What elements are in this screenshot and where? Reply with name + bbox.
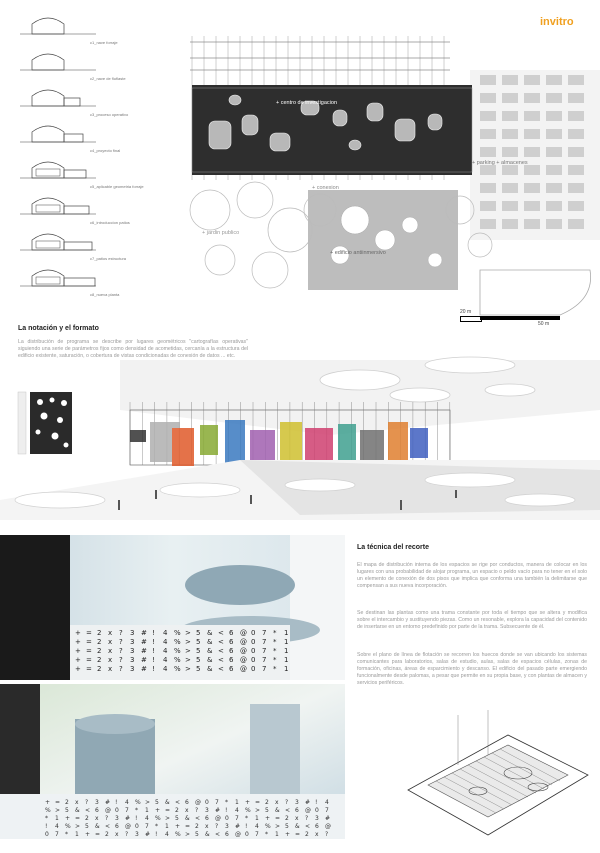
- svg-text:4: 4: [145, 815, 149, 822]
- svg-text:*: *: [273, 629, 277, 637]
- svg-text:0: 0: [115, 807, 119, 814]
- svg-text:2: 2: [97, 638, 102, 646]
- scale-start-label: 20 m: [460, 309, 472, 315]
- svg-text:?: ?: [85, 799, 89, 806]
- svg-text:%: %: [135, 799, 141, 806]
- svg-text:x: x: [275, 799, 279, 806]
- svg-text:#: #: [141, 638, 147, 646]
- svg-text:x: x: [205, 823, 209, 830]
- svg-text:=: =: [86, 647, 92, 655]
- svg-text:<: <: [285, 807, 291, 814]
- evolution-step-label: c2_nave de fluflaste: [90, 76, 126, 81]
- svg-text:?: ?: [119, 638, 123, 646]
- evolution-step-label: c6_introduccion patios: [90, 220, 130, 225]
- svg-text:!: !: [152, 656, 155, 664]
- svg-text:6: 6: [295, 807, 299, 814]
- svg-text:#: #: [105, 799, 111, 806]
- svg-text:!: !: [155, 831, 158, 838]
- evolution-diagrams: [10, 10, 170, 310]
- svg-text:@: @: [105, 807, 111, 814]
- svg-text:@: @: [195, 799, 201, 806]
- svg-text:&: &: [207, 647, 213, 655]
- plan-label-garden: + jardin publico: [202, 230, 240, 236]
- svg-text:7: 7: [325, 807, 329, 814]
- svg-text:x: x: [75, 799, 79, 806]
- svg-text:1: 1: [235, 799, 239, 806]
- svg-text:*: *: [265, 831, 268, 838]
- svg-text:&: &: [95, 823, 100, 830]
- svg-text:0: 0: [315, 807, 319, 814]
- svg-text:+: +: [155, 807, 161, 814]
- svg-text:*: *: [225, 799, 228, 806]
- svg-text:6: 6: [229, 638, 234, 646]
- svg-text:%: %: [245, 807, 251, 814]
- svg-text:3: 3: [205, 807, 209, 814]
- svg-text:2: 2: [105, 831, 109, 838]
- svg-text:<: <: [218, 647, 224, 655]
- svg-text:4: 4: [235, 807, 239, 814]
- svg-text:=: =: [185, 823, 191, 830]
- svg-text:7: 7: [255, 831, 259, 838]
- svg-text:2: 2: [97, 629, 102, 637]
- scale-bar: [460, 309, 560, 327]
- svg-text:>: >: [185, 665, 191, 673]
- svg-text:=: =: [55, 799, 61, 806]
- section-perspective: [0, 350, 600, 520]
- svg-text:<: <: [175, 799, 181, 806]
- svg-text:+: +: [75, 665, 81, 673]
- svg-text:%: %: [174, 656, 181, 664]
- svg-text:=: =: [255, 799, 261, 806]
- svg-text:5: 5: [85, 823, 89, 830]
- svg-text:1: 1: [284, 665, 289, 673]
- svg-text:*: *: [273, 656, 277, 664]
- svg-text:%: %: [65, 823, 71, 830]
- svg-text:5: 5: [155, 799, 159, 806]
- plan-label-parking: + parking + almacenes: [472, 160, 528, 166]
- svg-text:5: 5: [195, 831, 199, 838]
- svg-text:6: 6: [95, 807, 99, 814]
- svg-text:*: *: [245, 815, 248, 822]
- svg-text:@: @: [235, 831, 241, 838]
- svg-text:4: 4: [163, 629, 168, 637]
- svg-text:x: x: [108, 629, 113, 637]
- svg-text:+: +: [265, 815, 271, 822]
- svg-text:>: >: [145, 799, 151, 806]
- svg-text:5: 5: [175, 815, 179, 822]
- svg-text:=: =: [86, 656, 92, 664]
- evolution-diagram: [18, 190, 98, 220]
- svg-text:=: =: [275, 815, 281, 822]
- svg-text:0: 0: [205, 799, 209, 806]
- svg-text:4: 4: [325, 799, 329, 806]
- svg-text:1: 1: [75, 831, 79, 838]
- svg-text:<: <: [218, 665, 224, 673]
- svg-text:!: !: [45, 823, 48, 830]
- svg-text:?: ?: [325, 831, 329, 838]
- notation-title: La notación y el formato: [18, 325, 99, 332]
- svg-text:?: ?: [119, 665, 123, 673]
- svg-text:0: 0: [251, 629, 256, 637]
- svg-text:@: @: [125, 823, 131, 830]
- svg-text:0: 0: [251, 656, 256, 664]
- svg-text:>: >: [165, 815, 171, 822]
- svg-text:@: @: [240, 656, 247, 664]
- svg-text:!: !: [245, 823, 248, 830]
- evolution-step-label: c7_patios estructura: [90, 256, 127, 261]
- svg-text:&: &: [207, 665, 213, 673]
- svg-text:#: #: [215, 807, 221, 814]
- svg-text:x: x: [108, 656, 113, 664]
- svg-text:7: 7: [262, 647, 267, 655]
- svg-text:2: 2: [285, 815, 289, 822]
- plan-label-building: + edificio antiinmersivo: [330, 250, 386, 256]
- svg-text:7: 7: [145, 823, 149, 830]
- evolution-step-label: c1_nave forraje: [90, 40, 118, 45]
- svg-text:1: 1: [255, 815, 259, 822]
- svg-text:#: #: [141, 647, 147, 655]
- svg-text:6: 6: [229, 629, 234, 637]
- evolution-diagram: [18, 262, 98, 292]
- recorte-paragraph-2: Se destinan las plantas como una trama constante por toda el tiempo que se altera y modifica sobre el intercambio y sustituyendo piezas. Como un resonable, explora la capacidad del contenido de insertarse en un entorno predefinido por parte de la trama. Subsecuente de él.: [357, 610, 587, 630]
- svg-text:%: %: [175, 831, 181, 838]
- svg-text:&: &: [207, 638, 213, 646]
- svg-text:0: 0: [251, 638, 256, 646]
- svg-text:>: >: [185, 647, 191, 655]
- svg-text:>: >: [75, 823, 81, 830]
- svg-text:?: ?: [119, 647, 123, 655]
- svg-text:6: 6: [225, 831, 229, 838]
- svg-text:+: +: [245, 799, 251, 806]
- svg-text:?: ?: [119, 656, 123, 664]
- svg-text:7: 7: [235, 815, 239, 822]
- svg-text:1: 1: [145, 807, 149, 814]
- svg-text:+: +: [85, 831, 91, 838]
- svg-text:1: 1: [284, 656, 289, 664]
- svg-text:%: %: [155, 815, 161, 822]
- svg-text:+: +: [75, 656, 81, 664]
- svg-text:&: &: [207, 656, 213, 664]
- svg-text:<: <: [195, 815, 201, 822]
- svg-text:&: &: [185, 815, 190, 822]
- svg-text:1: 1: [55, 815, 59, 822]
- svg-text:0: 0: [251, 647, 256, 655]
- svg-text:#: #: [305, 799, 311, 806]
- svg-text:5: 5: [65, 807, 69, 814]
- svg-text:*: *: [273, 665, 277, 673]
- svg-text:x: x: [185, 807, 189, 814]
- svg-text:#: #: [141, 656, 147, 664]
- svg-text:1: 1: [284, 647, 289, 655]
- svg-text:2: 2: [65, 799, 69, 806]
- evolution-diagram: [18, 154, 98, 184]
- recorte-paragraph-3: Sobre el plano de línea de flotación se recorren los huecos donde se van ubicando los sistemas comunicantes para laboratorios, salas de estudio, aulas, salas de espacios células, zonas de formación, oficinas, áreas de esparcimiento y descanso. El edificio del pasado parte emergiendo funcionalmente desde palomas, a pesar que permite en su propia base, y con plantas de almacen y servicios periféricos.: [357, 652, 587, 686]
- svg-text:5: 5: [196, 647, 201, 655]
- svg-text:?: ?: [215, 823, 219, 830]
- svg-text:*: *: [273, 647, 277, 655]
- svg-text:@: @: [240, 665, 247, 673]
- svg-text:>: >: [275, 823, 281, 830]
- svg-text:2: 2: [195, 823, 199, 830]
- svg-text:+: +: [45, 799, 51, 806]
- svg-text:%: %: [174, 638, 181, 646]
- svg-text:%: %: [174, 629, 181, 637]
- recorte-title: La técnica del recorte: [357, 544, 429, 551]
- svg-text:<: <: [305, 823, 311, 830]
- svg-text:3: 3: [95, 799, 99, 806]
- svg-text:@: @: [240, 629, 247, 637]
- svg-text:2: 2: [97, 665, 102, 673]
- svg-text:7: 7: [262, 656, 267, 664]
- svg-text:7: 7: [262, 665, 267, 673]
- svg-text:1: 1: [275, 831, 279, 838]
- svg-text:4: 4: [125, 799, 129, 806]
- svg-text:4: 4: [163, 656, 168, 664]
- svg-text:=: =: [86, 629, 92, 637]
- svg-text:x: x: [295, 815, 299, 822]
- svg-text:4: 4: [165, 831, 169, 838]
- svg-text:1: 1: [165, 823, 169, 830]
- svg-text:x: x: [108, 638, 113, 646]
- svg-text:?: ?: [105, 815, 109, 822]
- svg-text:4: 4: [255, 823, 259, 830]
- svg-text:3: 3: [130, 647, 135, 655]
- svg-text:#: #: [325, 815, 331, 822]
- svg-text:5: 5: [196, 629, 201, 637]
- svg-text:<: <: [215, 831, 221, 838]
- svg-text:>: >: [55, 807, 61, 814]
- svg-text:5: 5: [285, 823, 289, 830]
- svg-text:*: *: [45, 815, 48, 822]
- interior-render-top: [0, 535, 345, 680]
- svg-text:7: 7: [262, 638, 267, 646]
- recorte-paragraph-1: El mapa de distribución interna de los espacios se rige por conductos, manera de colocar en los lugares con una probabilidad de alojar programa, un espacio o peldo vacío para no tener en el solo un elemento de conexión de dos pisos que implica que conforma una también la delimitarse que compensan a sus nueva incorporación.: [357, 562, 587, 589]
- svg-text:!: !: [315, 799, 318, 806]
- svg-text:+: +: [75, 629, 81, 637]
- svg-text:x: x: [115, 831, 119, 838]
- evolution-step-label: c4_proyecto final: [90, 148, 121, 153]
- svg-text:3: 3: [130, 656, 135, 664]
- svg-text:1: 1: [284, 638, 289, 646]
- svg-text:#: #: [125, 815, 131, 822]
- svg-text:6: 6: [229, 665, 234, 673]
- svg-text:&: &: [207, 629, 213, 637]
- svg-text:0: 0: [45, 831, 49, 838]
- svg-text:%: %: [174, 647, 181, 655]
- svg-text:@: @: [240, 647, 247, 655]
- svg-text:!: !: [115, 799, 118, 806]
- svg-text:1: 1: [284, 629, 289, 637]
- svg-text:0: 0: [225, 815, 229, 822]
- axonometric-drawing: [398, 695, 598, 845]
- svg-text:*: *: [135, 807, 138, 814]
- svg-text:!: !: [152, 629, 155, 637]
- svg-text:x: x: [95, 815, 99, 822]
- plan-label-research: + centro de investigacion: [276, 100, 337, 106]
- svg-text:7: 7: [55, 831, 59, 838]
- svg-text:=: =: [86, 665, 92, 673]
- svg-text:=: =: [295, 831, 301, 838]
- svg-text:6: 6: [115, 823, 119, 830]
- svg-text:>: >: [255, 807, 261, 814]
- evolution-step-label: c5_aplicable geometria forraje: [90, 184, 144, 189]
- plan-label-connection: + conexion: [312, 185, 339, 191]
- svg-text:=: =: [95, 831, 101, 838]
- svg-text:!: !: [152, 647, 155, 655]
- svg-text:0: 0: [135, 823, 139, 830]
- svg-text:2: 2: [305, 831, 309, 838]
- svg-text:#: #: [141, 665, 147, 673]
- svg-text:+: +: [75, 638, 81, 646]
- svg-text:<: <: [218, 638, 224, 646]
- svg-text:=: =: [86, 638, 92, 646]
- evolution-step-label: c8_nueva planta: [90, 292, 120, 297]
- svg-text:<: <: [105, 823, 111, 830]
- svg-text:3: 3: [295, 799, 299, 806]
- evolution-diagram: [18, 118, 98, 148]
- svg-text:*: *: [65, 831, 68, 838]
- brand-logo: invitro: [540, 16, 574, 28]
- svg-text:>: >: [185, 656, 191, 664]
- evolution-diagram: [18, 10, 98, 40]
- svg-text:#: #: [145, 831, 151, 838]
- svg-text:!: !: [225, 807, 228, 814]
- interior-render-bottom: [0, 684, 345, 839]
- svg-text:6: 6: [229, 647, 234, 655]
- svg-text:=: =: [75, 815, 81, 822]
- site-plan: [180, 30, 600, 320]
- evolution-diagram: [18, 82, 98, 112]
- svg-text:x: x: [315, 831, 319, 838]
- svg-text:?: ?: [285, 799, 289, 806]
- svg-text:5: 5: [196, 665, 201, 673]
- svg-text:2: 2: [265, 799, 269, 806]
- notation-text: La distribución de programa se describe por lugares geométricos "cartografías operativas" siguiendo una serie de parámetros fijos como densidad de acometidas, cercanía a la estructura del edificio existente, saturación, o cobertura de vistas condicionadas de conexión de datos ... etc.: [18, 339, 248, 359]
- svg-text:&: &: [75, 807, 80, 814]
- svg-text:7: 7: [262, 629, 267, 637]
- svg-text:5: 5: [196, 638, 201, 646]
- svg-text:!: !: [152, 638, 155, 646]
- svg-text:2: 2: [85, 815, 89, 822]
- svg-text:5: 5: [196, 656, 201, 664]
- svg-text:?: ?: [125, 831, 129, 838]
- svg-text:&: &: [165, 799, 170, 806]
- svg-text:&: &: [275, 807, 280, 814]
- svg-text:3: 3: [315, 815, 319, 822]
- svg-text:<: <: [218, 656, 224, 664]
- evolution-diagram: [18, 46, 98, 76]
- svg-text:>: >: [185, 638, 191, 646]
- scale-end-label: 50 m: [538, 321, 550, 327]
- svg-text:7: 7: [215, 799, 219, 806]
- svg-text:*: *: [155, 823, 158, 830]
- svg-text:<: <: [85, 807, 91, 814]
- svg-text:4: 4: [163, 665, 168, 673]
- svg-text:x: x: [108, 647, 113, 655]
- svg-text:=: =: [165, 807, 171, 814]
- svg-text:6: 6: [315, 823, 319, 830]
- svg-text:4: 4: [55, 823, 59, 830]
- evolution-diagram: [18, 226, 98, 256]
- svg-text:+: +: [175, 823, 181, 830]
- svg-text:>: >: [185, 831, 191, 838]
- svg-text:@: @: [240, 638, 247, 646]
- svg-text:&: &: [295, 823, 300, 830]
- svg-text:*: *: [273, 638, 277, 646]
- svg-text:6: 6: [229, 656, 234, 664]
- svg-text:6: 6: [185, 799, 189, 806]
- svg-text:3: 3: [130, 665, 135, 673]
- svg-text:@: @: [305, 807, 311, 814]
- svg-text:0: 0: [245, 831, 249, 838]
- svg-text:3: 3: [130, 638, 135, 646]
- svg-text:4: 4: [163, 647, 168, 655]
- svg-text:+: +: [285, 831, 291, 838]
- svg-text:<: <: [218, 629, 224, 637]
- svg-text:%: %: [45, 807, 51, 814]
- svg-text:&: &: [205, 831, 210, 838]
- svg-text:7: 7: [125, 807, 129, 814]
- svg-text:+: +: [65, 815, 71, 822]
- svg-text:?: ?: [119, 629, 123, 637]
- svg-text:6: 6: [205, 815, 209, 822]
- svg-text:#: #: [235, 823, 241, 830]
- svg-text:3: 3: [225, 823, 229, 830]
- svg-text:@: @: [215, 815, 221, 822]
- svg-text:#: #: [141, 629, 147, 637]
- svg-text:%: %: [174, 665, 181, 673]
- svg-text:?: ?: [305, 815, 309, 822]
- svg-text:+: +: [75, 647, 81, 655]
- svg-text:!: !: [135, 815, 138, 822]
- svg-text:%: %: [265, 823, 271, 830]
- svg-text:!: !: [152, 665, 155, 673]
- svg-text:2: 2: [97, 656, 102, 664]
- svg-text:x: x: [108, 665, 113, 673]
- svg-text:2: 2: [97, 647, 102, 655]
- svg-text:4: 4: [163, 638, 168, 646]
- svg-text:5: 5: [265, 807, 269, 814]
- evolution-step-label: c3_proceso operativo: [90, 112, 129, 117]
- svg-text:2: 2: [175, 807, 179, 814]
- svg-text:3: 3: [115, 815, 119, 822]
- svg-text:@: @: [325, 823, 331, 830]
- svg-text:3: 3: [130, 629, 135, 637]
- svg-text:>: >: [185, 629, 191, 637]
- svg-text:?: ?: [195, 807, 199, 814]
- svg-text:0: 0: [251, 665, 256, 673]
- svg-text:3: 3: [135, 831, 139, 838]
